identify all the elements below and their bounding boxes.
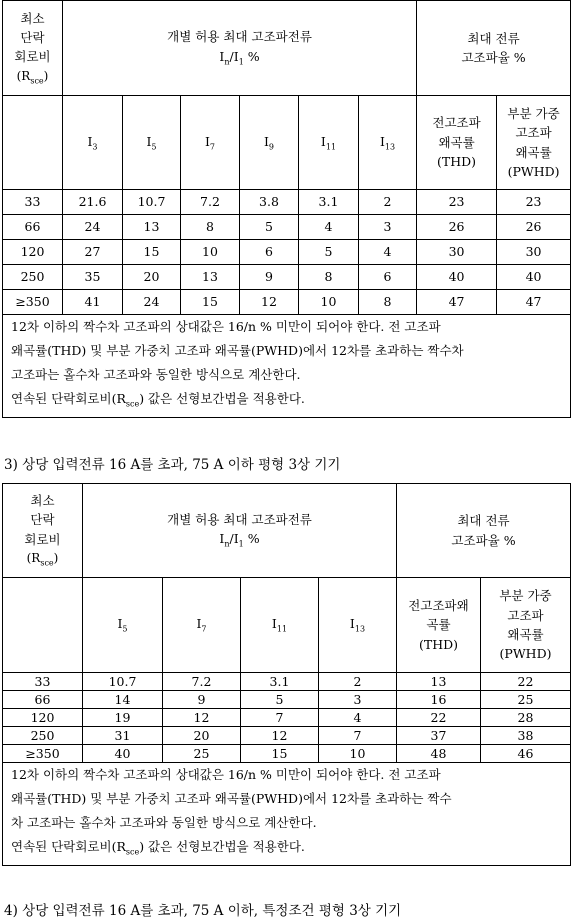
table-cell: 66 <box>3 215 63 240</box>
table-cell: 6 <box>240 240 299 265</box>
blank-cell <box>3 578 83 673</box>
note-line: 고조파는 홀수차 고조파와 동일한 방식으로 계산한다. <box>11 367 301 382</box>
max-harmonic-title: 최대 전류 <box>467 30 520 46</box>
individual-limit-title: 개별 허용 최대 고조파전류 <box>167 511 312 527</box>
order-header: $I_3$ <box>63 96 123 190</box>
table-note <box>3 315 571 418</box>
table-cell: 26 <box>417 215 497 240</box>
note-line: 연속된 단락회로비$(R_{sce})$ 값은 선형보간법을 적용한다. <box>11 391 305 409</box>
table-cell: 13 <box>181 265 240 290</box>
harmonic-table-2 <box>2 483 571 866</box>
ratio-header <box>3 484 83 578</box>
order-header: $I_5$ <box>123 96 181 190</box>
max-harmonic-unit: 고조파율 % <box>451 532 516 548</box>
pwhd-header: 부분 가중 고조파 왜곡률 (PWHD) <box>481 578 571 673</box>
note-line: 왜곡률(THD) 및 부분 가중치 고조파 왜곡률(PWHD)에서 12차를 초과하는 짝수차 <box>11 343 464 358</box>
table-cell: 3.1 <box>299 190 359 215</box>
ratio-symbol: $(R_{sce})$ <box>16 68 49 86</box>
table-cell: 3.8 <box>240 190 299 215</box>
table-cell: 7 <box>319 727 397 745</box>
table-cell: 26 <box>497 215 571 240</box>
table-cell: 37 <box>397 727 481 745</box>
table-cell: 33 <box>3 673 83 691</box>
table-cell: 10 <box>181 240 240 265</box>
table-row <box>3 673 571 691</box>
table-cell: 21.6 <box>63 190 123 215</box>
table-cell: ≥350 <box>3 290 63 315</box>
table-cell: 16 <box>397 691 481 709</box>
table-cell: 20 <box>163 727 241 745</box>
table-cell: 10.7 <box>123 190 181 215</box>
thd-header: 전고조파 왜곡률 (THD) <box>417 96 497 190</box>
table-cell: 8 <box>181 215 240 240</box>
table-row <box>3 727 571 745</box>
individual-limit-formula: $I_n/I_1$ % <box>219 531 260 549</box>
table-cell: 4 <box>299 215 359 240</box>
table-cell: 38 <box>481 727 571 745</box>
table-row <box>3 190 571 215</box>
table-cell: 19 <box>83 709 163 727</box>
table-cell: 23 <box>497 190 571 215</box>
table-cell: 22 <box>481 673 571 691</box>
table-cell: 25 <box>163 745 241 763</box>
order-header: $I_{11}$ <box>241 578 319 673</box>
note-line: 차 고조파는 홀수차 고조파와 동일한 방식으로 계산한다. <box>11 815 317 830</box>
order-header: $I_7$ <box>163 578 241 673</box>
individual-limit-title: 개별 허용 최대 고조파전류 <box>167 29 312 45</box>
table-note <box>3 763 571 866</box>
max-harmonic-title: 최대 전류 <box>457 513 510 529</box>
table-cell: 7 <box>241 709 319 727</box>
table-cell: 250 <box>3 727 83 745</box>
table-cell: 2 <box>319 673 397 691</box>
ratio-label: 최소 <box>30 493 55 509</box>
table-cell: 3 <box>319 691 397 709</box>
table-cell: 15 <box>241 745 319 763</box>
table-cell: 30 <box>497 240 571 265</box>
table-cell: 40 <box>83 745 163 763</box>
table-row <box>3 215 571 240</box>
table-cell: 4 <box>319 709 397 727</box>
table-cell: 4 <box>359 240 417 265</box>
table-row <box>3 265 571 290</box>
table-cell: 7.2 <box>181 190 240 215</box>
table-cell: 3.1 <box>241 673 319 691</box>
table-cell: 5 <box>241 691 319 709</box>
table-cell: 7.2 <box>163 673 241 691</box>
table-cell: 10 <box>299 290 359 315</box>
table-cell: 46 <box>481 745 571 763</box>
table-cell: 66 <box>3 691 83 709</box>
table-cell: 5 <box>240 215 299 240</box>
table-cell: 15 <box>123 240 181 265</box>
order-header: $I_5$ <box>83 578 163 673</box>
order-header: $I_9$ <box>240 96 299 190</box>
table-cell: 14 <box>83 691 163 709</box>
table-cell: 10 <box>319 745 397 763</box>
ratio-label: 회로비 <box>24 531 61 547</box>
table-cell: 250 <box>3 265 63 290</box>
ratio-label: 회로비 <box>14 49 51 65</box>
table-cell: 30 <box>417 240 497 265</box>
table-cell: 23 <box>417 190 497 215</box>
table-cell: 27 <box>63 240 123 265</box>
pwhd-header: 부분 가중 고조파 왜곡률 (PWHD) <box>497 96 571 190</box>
table-cell: 33 <box>3 190 63 215</box>
ratio-label: 최소 <box>20 10 45 26</box>
ratio-label: 단락 <box>20 29 45 45</box>
table-cell: 24 <box>63 215 123 240</box>
note-line: 12차 이하의 짝수차 고조파의 상대값은 16/n % 미만이 되어야 한다. 전 고조파 <box>11 319 441 334</box>
thd-header: 전고조파왜 곡률 (THD) <box>397 578 481 673</box>
order-header: $I_{13}$ <box>319 578 397 673</box>
table-cell: ≥350 <box>3 745 83 763</box>
individual-limit-header <box>63 1 417 96</box>
table-cell: 8 <box>359 290 417 315</box>
table-cell: 22 <box>397 709 481 727</box>
table-cell: 47 <box>497 290 571 315</box>
table-cell: 12 <box>240 290 299 315</box>
table-cell: 13 <box>123 215 181 240</box>
table-cell: 25 <box>481 691 571 709</box>
table-row <box>3 290 571 315</box>
ratio-label: 단락 <box>30 512 55 528</box>
table-cell: 2 <box>359 190 417 215</box>
max-harmonic-unit: 고조파율 % <box>461 50 526 65</box>
table-cell: 13 <box>397 673 481 691</box>
order-header: $I_{13}$ <box>359 96 417 190</box>
individual-limit-formula: $I_n/I_1$ % <box>219 48 260 67</box>
table-cell: 5 <box>299 240 359 265</box>
table-cell: 3 <box>359 215 417 240</box>
note-line: 12차 이하의 짝수차 고조파의 상대값은 16/n % 미만이 되어야 한다. 전 고조파 <box>11 767 441 782</box>
table-cell: 47 <box>417 290 497 315</box>
table-cell: 35 <box>63 265 123 290</box>
individual-limit-header <box>83 484 397 578</box>
table-cell: 31 <box>83 727 163 745</box>
ratio-symbol: $(R_{sce})$ <box>26 551 59 568</box>
section-heading-3: 3) 상당 입력전류 16 A를 초과, 75 A 이하 평형 3상 기기 <box>4 457 341 473</box>
table-cell: 12 <box>241 727 319 745</box>
table-cell: 8 <box>299 265 359 290</box>
table-cell: 20 <box>123 265 181 290</box>
order-header: $I_{11}$ <box>299 96 359 190</box>
table-cell: 10.7 <box>83 673 163 691</box>
table-cell: 120 <box>3 709 83 727</box>
table-cell: 41 <box>63 290 123 315</box>
table-cell: 120 <box>3 240 63 265</box>
table-cell: 40 <box>417 265 497 290</box>
max-harmonic-header <box>417 1 571 96</box>
table-cell: 9 <box>240 265 299 290</box>
table-cell: 9 <box>163 691 241 709</box>
max-harmonic-header <box>397 484 571 578</box>
table-cell: 24 <box>123 290 181 315</box>
table-cell: 6 <box>359 265 417 290</box>
table-row <box>3 745 571 763</box>
blank-cell <box>3 96 63 190</box>
table-row <box>3 691 571 709</box>
note-line: 왜곡률(THD) 및 부분 가중치 고조파 왜곡률(PWHD)에서 12차를 초과하는 짝수 <box>11 791 452 806</box>
harmonic-table-1 <box>2 0 571 418</box>
table-cell: 40 <box>497 265 571 290</box>
table-cell: 12 <box>163 709 241 727</box>
order-header: $I_7$ <box>181 96 240 190</box>
table-row <box>3 240 571 265</box>
table-cell: 15 <box>181 290 240 315</box>
table-row <box>3 709 571 727</box>
table-cell: 28 <box>481 709 571 727</box>
ratio-header <box>3 1 63 96</box>
table-cell: 48 <box>397 745 481 763</box>
section-heading-4: 4) 상당 입력전류 16 A를 초과, 75 A 이하, 특정조건 평형 3상 기기 <box>4 903 402 919</box>
note-line: 연속된 단락회로비$(R_{sce})$ 값은 선형보간법을 적용한다. <box>11 839 305 857</box>
